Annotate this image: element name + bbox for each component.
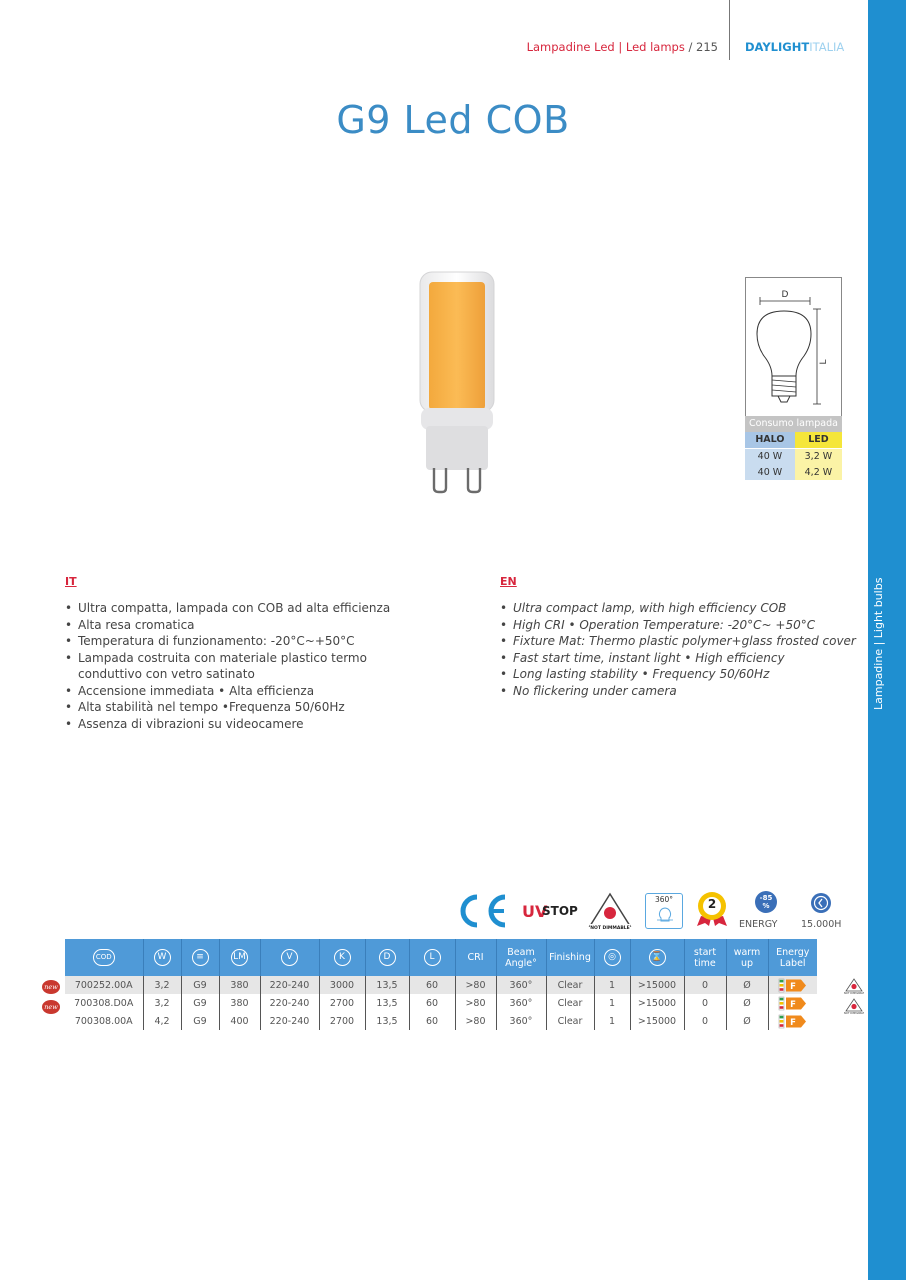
cell-d: 13,5 bbox=[365, 1012, 409, 1030]
cell-life: >15000 bbox=[630, 1012, 684, 1030]
kelvin-icon: K bbox=[334, 949, 351, 966]
cell-l: 60 bbox=[409, 994, 455, 1012]
cell-w: 4,2 bbox=[143, 1012, 181, 1030]
cell-l: 60 bbox=[409, 976, 455, 994]
led-value: 4,2 W bbox=[795, 464, 842, 480]
consumption-header: Consumo lampada bbox=[745, 416, 842, 432]
brand-bold: DAYLIGHT bbox=[745, 40, 810, 54]
cell-start: 0 bbox=[684, 976, 726, 994]
lamp-base-icon: ≡ bbox=[192, 949, 209, 966]
description-item: • High CRI • Operation Temperature: -20°C~ +50°C bbox=[500, 617, 862, 634]
spec-table bbox=[65, 939, 817, 1030]
col-energy: Energy Label bbox=[768, 939, 817, 976]
description-item: • Fast start time, instant light • High efficiency bbox=[500, 650, 862, 667]
cell-v: 220-240 bbox=[260, 994, 319, 1012]
description-item: • Assenza di vibrazioni su videocamere bbox=[65, 716, 405, 733]
warranty-years: 2 bbox=[707, 897, 717, 911]
energy-saving-icon bbox=[752, 890, 780, 916]
cell-cri: >80 bbox=[455, 1012, 496, 1030]
energy-class-text: F bbox=[789, 999, 796, 1010]
not-dimmable-small-icon bbox=[845, 998, 863, 1014]
not-dimmable-small-icon bbox=[845, 978, 863, 994]
cell-cri: >80 bbox=[455, 976, 496, 994]
cell-warm: Ø bbox=[726, 976, 768, 994]
cell-code: 700308.D0A bbox=[65, 994, 143, 1012]
description-it bbox=[65, 600, 405, 732]
cell-k: 2700 bbox=[319, 1012, 365, 1030]
cell-life: >15000 bbox=[630, 994, 684, 1012]
cell-lm: 400 bbox=[219, 1012, 260, 1030]
energy-class-icon bbox=[779, 997, 807, 1010]
description-item: • No flickering under camera bbox=[500, 683, 862, 700]
cell-finishing: Clear bbox=[546, 976, 594, 994]
energy-class-icon bbox=[779, 979, 807, 992]
package-icon: ◎ bbox=[604, 949, 621, 966]
lang-label-it: IT bbox=[65, 575, 77, 588]
page-title: G9 Led COB bbox=[336, 98, 570, 142]
life-hours-icon: ⌛ bbox=[649, 949, 666, 966]
col-base bbox=[181, 939, 219, 976]
cell-life: >15000 bbox=[630, 976, 684, 994]
cell-k: 3000 bbox=[319, 976, 365, 994]
col-cod bbox=[65, 939, 143, 976]
col-v bbox=[260, 939, 319, 976]
col-w bbox=[143, 939, 181, 976]
not-dimmable-small-text: NOT DIMMABLE bbox=[843, 1011, 865, 1015]
col-l bbox=[409, 939, 455, 976]
volt-icon: V bbox=[281, 949, 298, 966]
cell-warm: Ø bbox=[726, 994, 768, 1012]
cell-qty: 1 bbox=[594, 994, 630, 1012]
beam-angle-icon bbox=[645, 893, 683, 929]
spec-header-row bbox=[65, 939, 817, 976]
energy-label: ENERGY bbox=[739, 919, 778, 930]
cod-icon: COD bbox=[93, 949, 115, 966]
lifetime-hours: 15.000H bbox=[801, 919, 842, 930]
col-k bbox=[319, 939, 365, 976]
diameter-icon: D bbox=[379, 949, 396, 966]
dimension-diagram bbox=[745, 277, 842, 417]
cell-d: 13,5 bbox=[365, 976, 409, 994]
col-lm bbox=[219, 939, 260, 976]
dim-d-label: D bbox=[781, 290, 789, 300]
not-dimmable-icon bbox=[588, 892, 632, 930]
energy-saving-value: -85 % bbox=[759, 894, 773, 910]
cell-v: 220-240 bbox=[260, 1012, 319, 1030]
energy-class-icon bbox=[779, 1015, 807, 1028]
led-value: 3,2 W bbox=[795, 448, 842, 464]
product-image bbox=[412, 268, 502, 496]
description-item: • Long lasting stability • Frequency 50/60Hz bbox=[500, 666, 862, 683]
table-row bbox=[65, 1012, 817, 1030]
cell-start: 0 bbox=[684, 994, 726, 1012]
cell-lm: 380 bbox=[219, 976, 260, 994]
description-item: • Lampada costruita con materiale plastico termo conduttivo con vetro satinato bbox=[65, 650, 405, 683]
description-item: • Temperatura di funzionamento: -20°C~+50°C bbox=[65, 633, 405, 650]
cell-finishing: Clear bbox=[546, 1012, 594, 1030]
not-dimmable-small-text: NOT DIMMABLE bbox=[843, 991, 865, 995]
cell-qty: 1 bbox=[594, 1012, 630, 1030]
cell-code: 700252.00A bbox=[65, 976, 143, 994]
cell-warm: Ø bbox=[726, 1012, 768, 1030]
lang-label-en: EN bbox=[500, 575, 517, 588]
breadcrumb bbox=[527, 40, 718, 54]
table-row bbox=[65, 994, 817, 1012]
cell-l: 60 bbox=[409, 1012, 455, 1030]
energy-class-text: F bbox=[789, 981, 796, 992]
cell-qty: 1 bbox=[594, 976, 630, 994]
bulb-outline-icon bbox=[746, 278, 843, 418]
halo-column-header: HALO bbox=[745, 432, 795, 448]
col-warm: warm up bbox=[726, 939, 768, 976]
ce-mark-icon bbox=[455, 893, 509, 929]
led-column-header: LED bbox=[795, 432, 842, 448]
uv-stop-text: STOP bbox=[542, 904, 578, 918]
cell-finishing: Clear bbox=[546, 994, 594, 1012]
cell-w: 3,2 bbox=[143, 976, 181, 994]
cell-k: 2700 bbox=[319, 994, 365, 1012]
cell-beam: 360° bbox=[496, 1012, 546, 1030]
new-badge: new bbox=[42, 1000, 60, 1014]
lumen-icon: LM bbox=[231, 949, 248, 966]
col-pack bbox=[594, 939, 630, 976]
description-item: • Ultra compact lamp, with high efficiency COB bbox=[500, 600, 862, 617]
energy-class-text: F bbox=[789, 1017, 796, 1028]
lifetime-clock-icon bbox=[810, 892, 832, 914]
col-d bbox=[365, 939, 409, 976]
consumption-table bbox=[745, 432, 842, 480]
cell-beam: 360° bbox=[496, 976, 546, 994]
uv-stop-icon bbox=[522, 901, 578, 921]
cell-cri: >80 bbox=[455, 994, 496, 1012]
length-icon: L bbox=[424, 949, 441, 966]
col-life bbox=[630, 939, 684, 976]
brand-logo bbox=[745, 40, 844, 54]
breadcrumb-section: Lampadine Led | Led lamps bbox=[526, 40, 685, 54]
svg-text:UV: UV bbox=[522, 902, 548, 921]
description-item: • Alta stabilità nel tempo •Frequenza 50/60Hz bbox=[65, 699, 405, 716]
col-beam: Beam Angle° bbox=[496, 939, 546, 976]
beam-angle-value: 360° bbox=[654, 895, 674, 904]
halo-value: 40 W bbox=[745, 464, 795, 480]
description-en bbox=[500, 600, 862, 699]
cell-code: 700308.00A bbox=[65, 1012, 143, 1030]
cell-energy bbox=[768, 994, 817, 1012]
brand-light: ITALIA bbox=[809, 40, 845, 54]
description-item: • Fixture Mat: Thermo plastic polymer+glass frosted cover bbox=[500, 633, 862, 650]
description-item: • Ultra compatta, lampada con COB ad alta efficienza bbox=[65, 600, 405, 617]
new-badge: new bbox=[42, 980, 60, 994]
cell-base: G9 bbox=[181, 976, 219, 994]
cell-energy bbox=[768, 1012, 817, 1030]
cell-base: G9 bbox=[181, 1012, 219, 1030]
col-finishing: Finishing bbox=[546, 939, 594, 976]
cell-d: 13,5 bbox=[365, 994, 409, 1012]
col-start: start time bbox=[684, 939, 726, 976]
cell-base: G9 bbox=[181, 994, 219, 1012]
not-dimmable-text: NOT DIMMABLE bbox=[590, 926, 630, 931]
warranty-badge-icon bbox=[693, 890, 731, 928]
table-row bbox=[65, 976, 817, 994]
watt-icon: W bbox=[154, 949, 171, 966]
cell-w: 3,2 bbox=[143, 994, 181, 1012]
halo-value: 40 W bbox=[745, 448, 795, 464]
dim-l-label: L bbox=[819, 359, 829, 365]
cell-lm: 380 bbox=[219, 994, 260, 1012]
col-cri: CRI bbox=[455, 939, 496, 976]
side-section-label: Lampadine | Light bulbs bbox=[872, 577, 885, 710]
page-number: / 215 bbox=[688, 40, 718, 54]
description-item: • Alta resa cromatica bbox=[65, 617, 405, 634]
header-divider bbox=[729, 0, 730, 60]
cell-v: 220-240 bbox=[260, 976, 319, 994]
description-item: • Accensione immediata • Alta efficienza bbox=[65, 683, 405, 700]
cell-energy bbox=[768, 976, 817, 994]
cell-beam: 360° bbox=[496, 994, 546, 1012]
cell-start: 0 bbox=[684, 1012, 726, 1030]
